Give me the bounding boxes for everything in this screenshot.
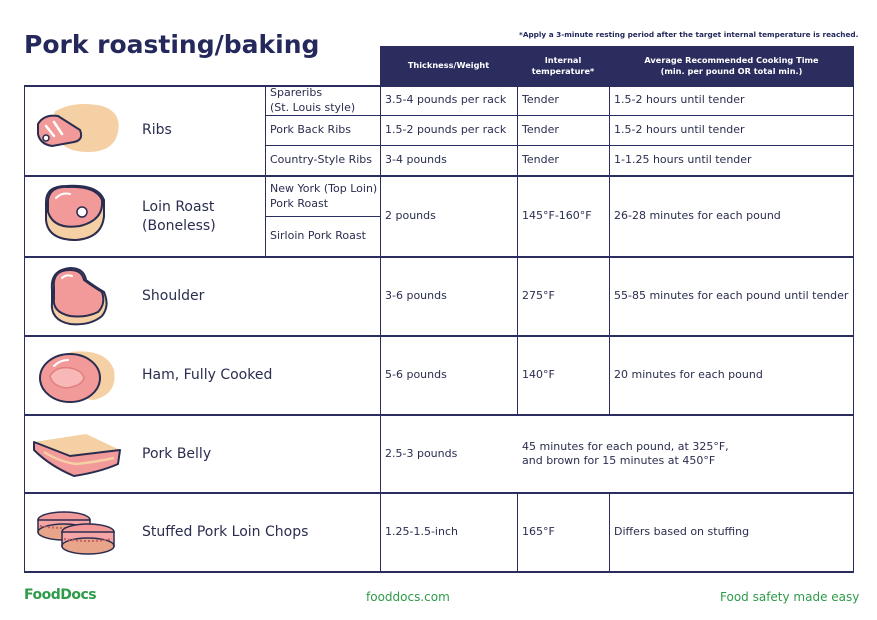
time-shoulder: 55-85 minutes for each pound until tender [614,289,849,303]
temp-loin: 145°F-160°F [522,209,592,223]
table-border-bottom [24,571,854,573]
sub-cut-label: (St. Louis style) [270,100,356,114]
header-cooking-time [609,46,854,85]
sub-cut-new-york [270,177,377,216]
time-pork-belly [522,416,729,492]
weight-back-ribs: 1.5-2 pounds per rack [385,123,507,137]
temp-country-ribs: Tender [522,153,559,167]
column-divider [517,46,518,415]
time-line: 45 minutes for each pound, at 325°F, [522,439,729,453]
ham-icon [36,346,118,408]
loin-roast-icon [40,180,112,250]
temp-ham: 140°F [522,368,555,382]
time-country-ribs: 1-1.25 hours until tender [614,153,752,167]
temp-shoulder: 275°F [522,289,555,303]
header-time-line1: Average Recommended Cooking Time [644,55,819,66]
time-line: and brown for 15 minutes at 450°F [522,454,716,467]
temp-spareribs: Tender [522,93,559,107]
sub-cut-spareribs [270,86,355,115]
column-divider [517,492,518,573]
pork-belly-icon [30,432,124,480]
temp-stuffed-chops: 165°F [522,525,555,539]
weight-country-ribs: 3-4 pounds [385,153,447,167]
footer-url[interactable]: fooddocs.com [366,590,450,604]
ribs-icon [34,100,124,160]
header-temp-line1: Internal [544,55,582,66]
table-border-left [24,85,25,573]
column-divider [265,85,266,257]
cut-name-loin-roast [142,177,216,256]
resting-note: *Apply a 3-minute resting period after the target internal temperature is reached. [519,30,859,39]
sub-cut-back-ribs: Pork Back Ribs [270,123,351,137]
header-time-line2: (min. per pound OR total min.) [660,65,803,76]
sub-cut-label: Spareribs [270,86,323,100]
row-divider [265,115,854,116]
cut-name-shoulder: Shoulder [142,288,205,305]
cut-name-ham: Ham, Fully Cooked [142,367,273,384]
time-spareribs: 1.5-2 hours until tender [614,93,745,107]
sub-cut-label: Pork Roast [270,196,329,210]
shoulder-icon [44,262,114,330]
time-back-ribs: 1.5-2 hours until tender [614,123,745,137]
header-thickness [380,46,517,85]
weight-ham: 5-6 pounds [385,368,447,382]
column-divider [380,46,381,573]
sub-cut-label: New York (Top Loin) [270,182,378,196]
time-stuffed-chops: Differs based on stuffing [614,525,750,539]
header-temp-line2: temperature* [531,65,595,76]
page-title: Pork roasting/baking [24,30,320,59]
temp-back-ribs: Tender [522,123,559,137]
time-loin: 26-28 minutes for each pound [614,209,781,223]
cut-name-stuffed-chops: Stuffed Pork Loin Chops [142,524,309,541]
weight-loin: 2 pounds [385,209,436,223]
cut-name-line: (Boneless) [142,217,216,234]
column-divider [609,492,610,573]
stuffed-chops-icon [36,508,118,560]
fooddocs-logo: FoodDocs [24,587,97,603]
header-thickness-label: Thickness/Weight [407,60,490,71]
table-border-right [853,46,854,573]
weight-shoulder: 3-6 pounds [385,289,447,303]
weight-pork-belly: 2.5-3 pounds [385,446,458,460]
cut-name-ribs: Ribs [142,122,172,139]
cut-name-pork-belly: Pork Belly [142,445,212,462]
time-ham: 20 minutes for each pound [614,368,763,382]
weight-spareribs: 3.5-4 pounds per rack [385,93,507,107]
column-divider [609,46,610,415]
footer-tagline: Food safety made easy [720,590,860,604]
header-temperature [517,46,609,85]
sub-cut-country-ribs: Country-Style Ribs [270,153,373,167]
cut-name-line: Loin Roast [142,199,215,216]
weight-stuffed-chops: 1.25-1.5-inch [385,525,458,539]
sub-cut-sirloin: Sirloin Pork Roast [270,229,366,243]
